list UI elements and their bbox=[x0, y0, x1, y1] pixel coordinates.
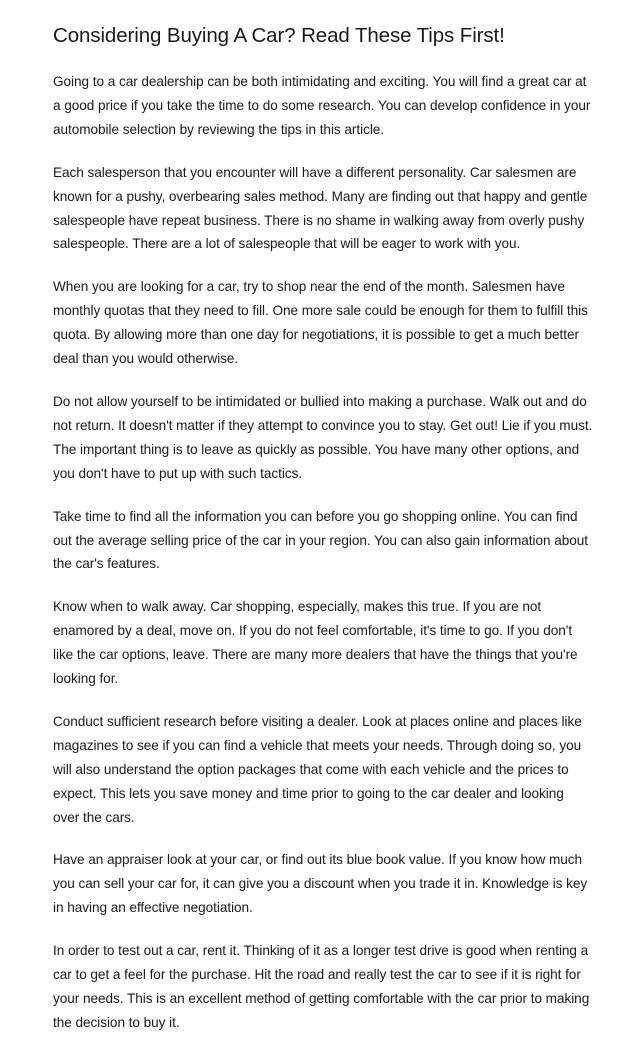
paragraph-rent-test: In order to test out a car, rent it. Thinking of it as a longer test drive is good when renting a car to get a feel for the purchase. Hit the road and really test the car to see if it is right for your needs. This is an excellent method of getting comfortable with the car prior to making the decision to buy it. bbox=[53, 943, 590, 1030]
document-page bbox=[53, 22, 593, 1054]
paragraph-online-research: Take time to find all the information you can before you go shopping online. You can find out the average selling price of the car in your region. You can also gain information about the car's features. bbox=[53, 508, 588, 572]
paragraph-intimidation: Do not allow yourself to be intimidated or bullied into making a purchase. Walk out and do not return. It doesn't matter if they attempt to convince you to stay. Get out! Lie if you must. The important thing is to leave as quickly as possible. You have many other options, and you don't have to put up with such tactics. bbox=[53, 393, 593, 481]
page-title: Considering Buying A Car? Read These Tips First! bbox=[53, 24, 505, 47]
paragraph-salesperson: Each salesperson that you encounter will have a different personality. Car salesmen are known for a pushy, overbearing sales method. Many are finding out that happy and gentle salespeople have repeat business. There is no shame in walking away from overly pushy salespeople. There are a lot of salespeople that will be eager to work with you. bbox=[53, 164, 588, 252]
paragraph-walk-away: Know when to walk away. Car shopping, especially, makes this true. If you are not enamored by a deal, move on. If you do not feel comfortable, it's time to go. If you don't like the car options, leave. There are many more dealers that have the things that you're looking for. bbox=[53, 599, 578, 687]
paragraph-dealer-research: Conduct sufficient research before visiting a dealer. Look at places online and places like magazines to see if you can find a vehicle that meets your needs. Through doing so, you will also understand the option packages that come with each vehicle and the prices to expect. This lets you save money and time prior to going to the car dealer and looking over the cars. bbox=[53, 713, 582, 825]
paragraph-end-of-month: When you are looking for a car, try to shop near the end of the month. Salesmen have monthly quotas that they need to fill. One more sale could be enough for them to fulfill this quota. By allowing more than one day for negotiations, it is possible to get a much better deal than you would otherwise. bbox=[53, 279, 588, 367]
paragraph-appraiser: Have an appraiser look at your car, or find out its blue book value. If you know how much you can sell your car for, it can give you a discount when you trade it in. Knowledge is key in having an effective negotiation. bbox=[53, 852, 588, 916]
paragraph-intro: Going to a car dealership can be both intimidating and exciting. You will find a great car at a good price if you take the time to do some research. You can develop confidence in your automobile selection by reviewing the tips in this article. bbox=[53, 74, 591, 137]
